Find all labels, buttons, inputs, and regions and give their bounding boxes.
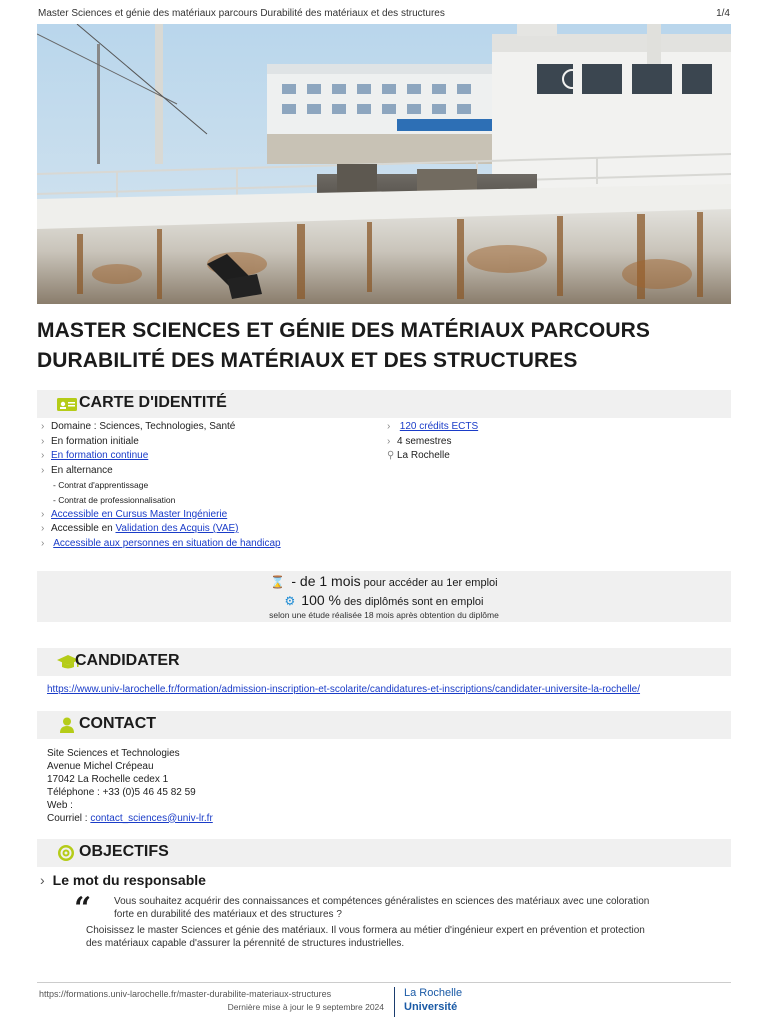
identity-handicap [41,537,281,552]
target-icon [57,845,77,861]
stat-employed: ⚙ 100 % des diplômés sont en emploi [284,592,484,608]
graduation-cap-icon [57,654,77,670]
ects-link[interactable]: 120 crédits ECTS [399,421,479,432]
contact-city: 17042 La Rochelle cedex 1 [47,773,169,785]
contact-email-row: Courriel : contact_sciences@univ-lr.fr [47,812,213,824]
chevron-right-icon: › [41,508,45,520]
section-candidater [37,648,731,676]
briefcase-icon: ⚙ [284,594,296,608]
hourglass-icon: ⌛ [270,575,286,589]
identity-domaine: › Domaine : Sciences, Technologies, Santé [41,420,281,435]
identity-ects [387,420,478,435]
hero-image [37,24,731,304]
employment-stats [37,571,731,622]
stat-note: selon une étude réalisée 18 mois après obtention du diplôme [269,610,499,620]
chevron-right-icon: › [40,872,45,888]
contact-phone: Téléphone : +33 (0)5 46 45 82 59 [47,786,196,798]
identity-professionnalisation: - Contrat de professionnalisation [53,494,176,505]
footer-updated: Dernière mise à jour le 9 septembre 2024 [227,1002,384,1012]
contact-web: Web : [47,799,73,811]
section-objectifs-title: OBJECTIFS [79,843,169,860]
page-title [37,316,731,376]
page-number: 1/4 [716,8,730,19]
objectifs-paragraph-2: Choisissez le master Sciences et génie des matériaux. Il vous formera au métier d'ingénieur expert en prévention et protection des matériaux capable d'assurer la pérennité de structures industrielles. [86,925,645,949]
footer-divider [394,987,395,1017]
objectifs-paragraph-1: Vous souhaitez acquérir des connaissances et compétences généralistes en sciences des matériaux avec une coloration forte en durabilité des matériaux et des structures ? [114,896,650,920]
chevron-right-icon: › [41,537,45,549]
formation-continue-link[interactable]: En formation continue [51,450,149,462]
identity-apprentissage: - Contrat d'apprentissage [53,480,149,491]
identity-lieu: ⚲ La Rochelle [387,449,478,464]
handicap-link[interactable]: Accessible aux personnes en situation de handicap [53,537,281,549]
stat-first-job: ⌛ - de 1 mois pour accéder au 1er emploi [270,573,498,589]
page-title-line2: DURABILITÉ DES MATÉRIAUX ET DES STRUCTURES [37,349,578,372]
section-identity [37,390,731,418]
section-contact-title: CONTACT [79,715,157,732]
identity-continue [41,449,281,464]
section-identity-title: CARTE D'IDENTITÉ [79,394,227,411]
candidater-link[interactable]: https://www.univ-larochelle.fr/formation/admission-inscription-et-scolarite/candidatures-et-inscriptions/candidater-universite-la-rochelle/ [47,684,641,695]
chevron-right-icon: › [41,435,45,447]
chevron-right-icon: › [41,523,45,535]
page-footer [37,982,731,1022]
identity-left-column [41,420,281,551]
chevron-right-icon: › [41,450,45,462]
section-objectifs [37,839,731,867]
vae-link[interactable]: Validation des Acquis (VAE) [115,523,239,535]
section-contact [37,711,731,739]
header-title: Master Sciences et génie des matériaux parcours Durabilité des matériaux et des structures [38,8,445,19]
chevron-right-icon: › [387,435,391,447]
quote-icon: “ [74,891,92,926]
identity-initiale: › En formation initiale [41,435,281,450]
cursus-master-link[interactable]: Accessible en Cursus Master Ingénierie [51,508,228,520]
identity-cursus [41,508,281,523]
contact-site: Site Sciences et Technologies [47,748,180,759]
page-title-line1: MASTER SCIENCES ET GÉNIE DES MATÉRIAUX PARCOURS [37,319,650,342]
identity-vae: › Accessible en Validation des Acquis (VAE) [41,522,281,537]
footer-url: https://formations.univ-larochelle.fr/master-durabilite-materiaux-structures [39,989,332,999]
identity-alternance: › En alternance [41,464,281,479]
chevron-right-icon: › [41,464,45,476]
contact-street: Avenue Michel Crépeau [47,760,154,772]
footer-brand-line1: La Rochelle [404,987,463,999]
contact-email-link[interactable]: contact_sciences@univ-lr.fr [90,812,213,824]
location-pin-icon: ⚲ [387,450,395,462]
id-card-icon [57,396,77,412]
footer-brand-line2: Université [404,1001,458,1013]
chevron-right-icon: › [387,421,391,432]
responsable-heading: › Le mot du responsable [40,872,206,888]
contact-details [47,748,213,825]
running-header [38,8,730,22]
identity-right-column [387,420,478,464]
ship-photo [37,24,731,304]
section-candidater-title: CANDIDATER [75,652,180,669]
identity-semestres: › 4 semestres [387,435,478,450]
user-icon [57,717,77,733]
chevron-right-icon: › [41,421,45,432]
